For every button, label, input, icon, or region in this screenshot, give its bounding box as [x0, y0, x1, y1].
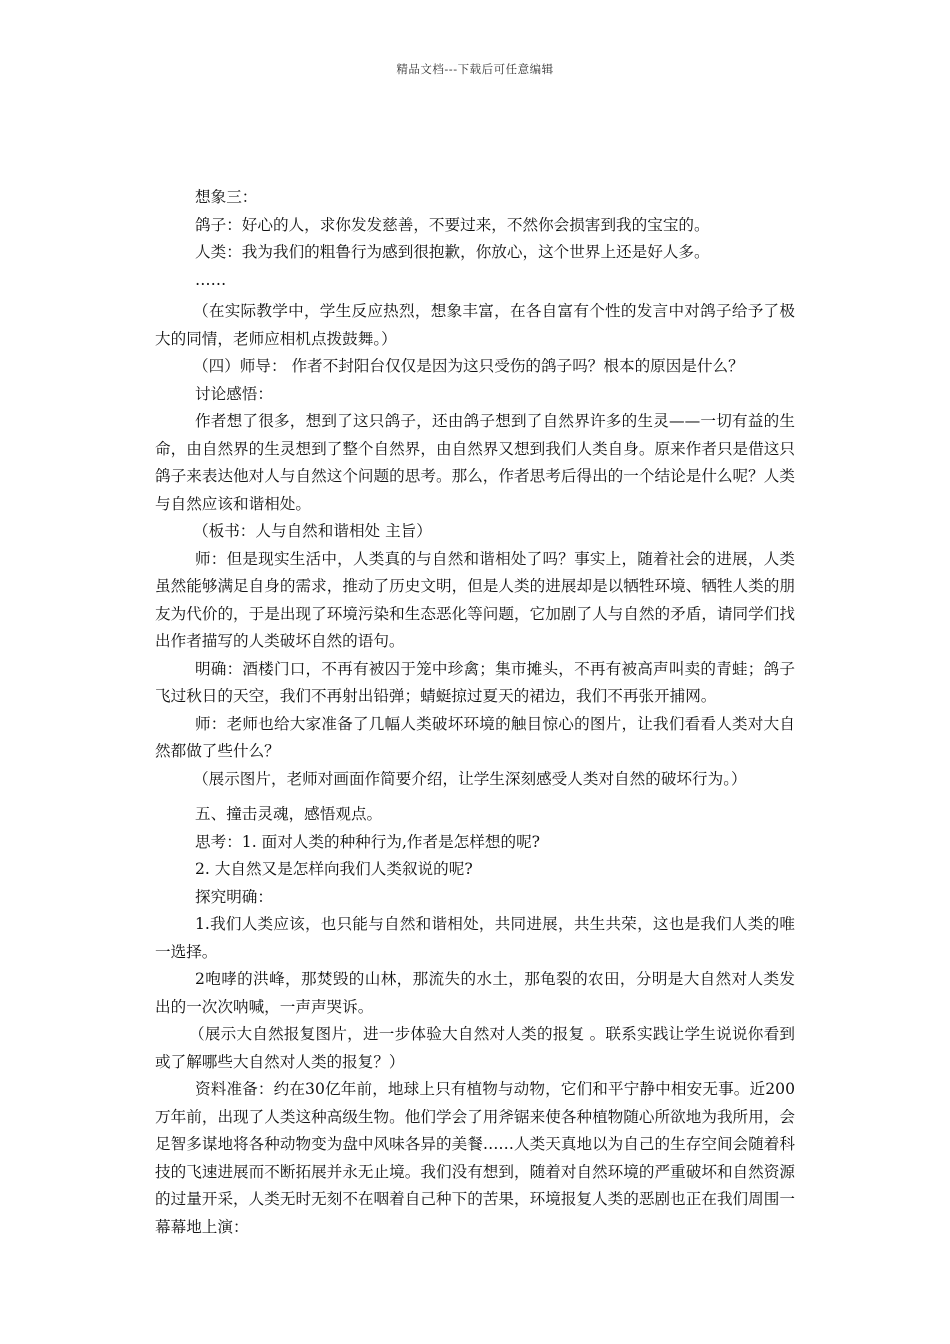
teacher-guide: （四）师导： 作者不封阳台仅仅是因为这只受伤的鸽子吗？根本的原因是什么？: [193, 357, 744, 375]
material-paragraph: 资料准备：约在30亿年前，地球上只有植物与动物，它们和平宁静中相安无事。近200万年前，出现了人类这种高级生物。他们学会了用斧锯来使各种植物随心所欲地为我所用，会足智多谋地将各种动物变为盘中风味各异的美餐……人类天真地以为自己的生存空间会随着科技的飞速进展而不断拓展并永无止境。我们没有想到，随着对自然环境的严重破坏和自然资源的过量开采，人类无时无刻不在咽着自己种下的苦果，环境报复人类的恶剧也正在我们周围一幕幕地上演：: [155, 1080, 795, 1236]
answer-paragraph: 2咆哮的洪峰，那焚毁的山林，那流失的水土，那龟裂的农田，分明是大自然对人类发出的一次次呐喊，一声声哭诉。: [155, 970, 795, 1016]
clarification-paragraph: 明确：酒楼门口，不再有被囚于笼中珍禽；集市摊头，不再有被高声叫卖的青蛙；鸽子飞过秋日的天空，我们不再射出铅弹；蜻蜓掠过夏天的裙边，我们不再张开捕网。: [155, 659, 795, 705]
teaching-note: （展示大自然报复图片，进一步体验大自然对人类的报复 。联系实践让学生说说你看到或了解哪些大自然对人类的报复？）: [155, 1025, 795, 1071]
teaching-note: （展示图片，老师对画面作简要介绍，让学生深刻感受人类对自然的破坏行为。）: [193, 769, 747, 788]
teaching-note: （在实际教学中，学生反应热烈，想象丰富，在各自富有个性的发言中对鸽子给予了极大的同情，老师应相机点拨鼓舞。）: [155, 302, 795, 348]
page-header: 精品文档---下载后可任意编辑: [396, 62, 554, 76]
dialogue-line: 人类：我为我们的粗鲁行为感到很抱歉，你放心，这个世界上还是好人多。: [195, 243, 710, 261]
answer-paragraph: 1.我们人类应该，也只能与自然和谐相处，共同进展，共生共荣，这也是我们人类的唯一选择。: [155, 915, 795, 961]
teacher-paragraph: 师：但是现实生活中，人类真的与自然和谐相处了吗？事实上，随着社会的进展，人类虽然能够满足自身的需求，推动了历史文明，但是人类的进展却是以牺牲环境、牺牲人类的朋友为代价的，于是出现了环境污染和生态恶化等问题，它加剧了人与自然的矛盾，请同学们找出作者描写的人类破坏自然的语句。: [155, 549, 795, 650]
question-line: 2. 大自然又是怎样向我们人类叙说的呢?: [195, 860, 473, 878]
discussion-heading: 讨论感悟：: [195, 384, 273, 403]
document-body: [155, 184, 795, 1241]
section-heading: 想象三：: [195, 188, 258, 206]
question-line: 思考：1. 面对人类的种种行为,作者是怎样想的呢?: [195, 832, 541, 851]
exploration-heading: 探究明确：: [195, 887, 273, 906]
teacher-paragraph: 师：老师也给大家准备了几幅人类破坏环境的触目惊心的图片，让我们看看人类对大自然都做了些什么？: [155, 714, 795, 760]
ellipsis-line: ……: [195, 270, 227, 289]
board-note: （板书：人与自然和谐相处 主旨）: [193, 522, 432, 540]
discussion-paragraph: 作者想了很多，想到了这只鸽子，还由鸽子想到了自然界许多的生灵——一切有益的生命，由自然界的生灵想到了整个自然界，由自然界又想到我们人类自身。原来作者只是借这只鸽子来表达他对人与自然这个问题的思考。那么，作者思考后得出的一个结论是什么呢？人类与自然应该和谐相处。: [155, 412, 795, 513]
section-heading: 五、撞击灵魂，感悟观点。: [195, 805, 383, 823]
dialogue-line: 鸽子：好心的人，求你发发慈善，不要过来，不然你会损害到我的宝宝的。: [195, 215, 710, 234]
